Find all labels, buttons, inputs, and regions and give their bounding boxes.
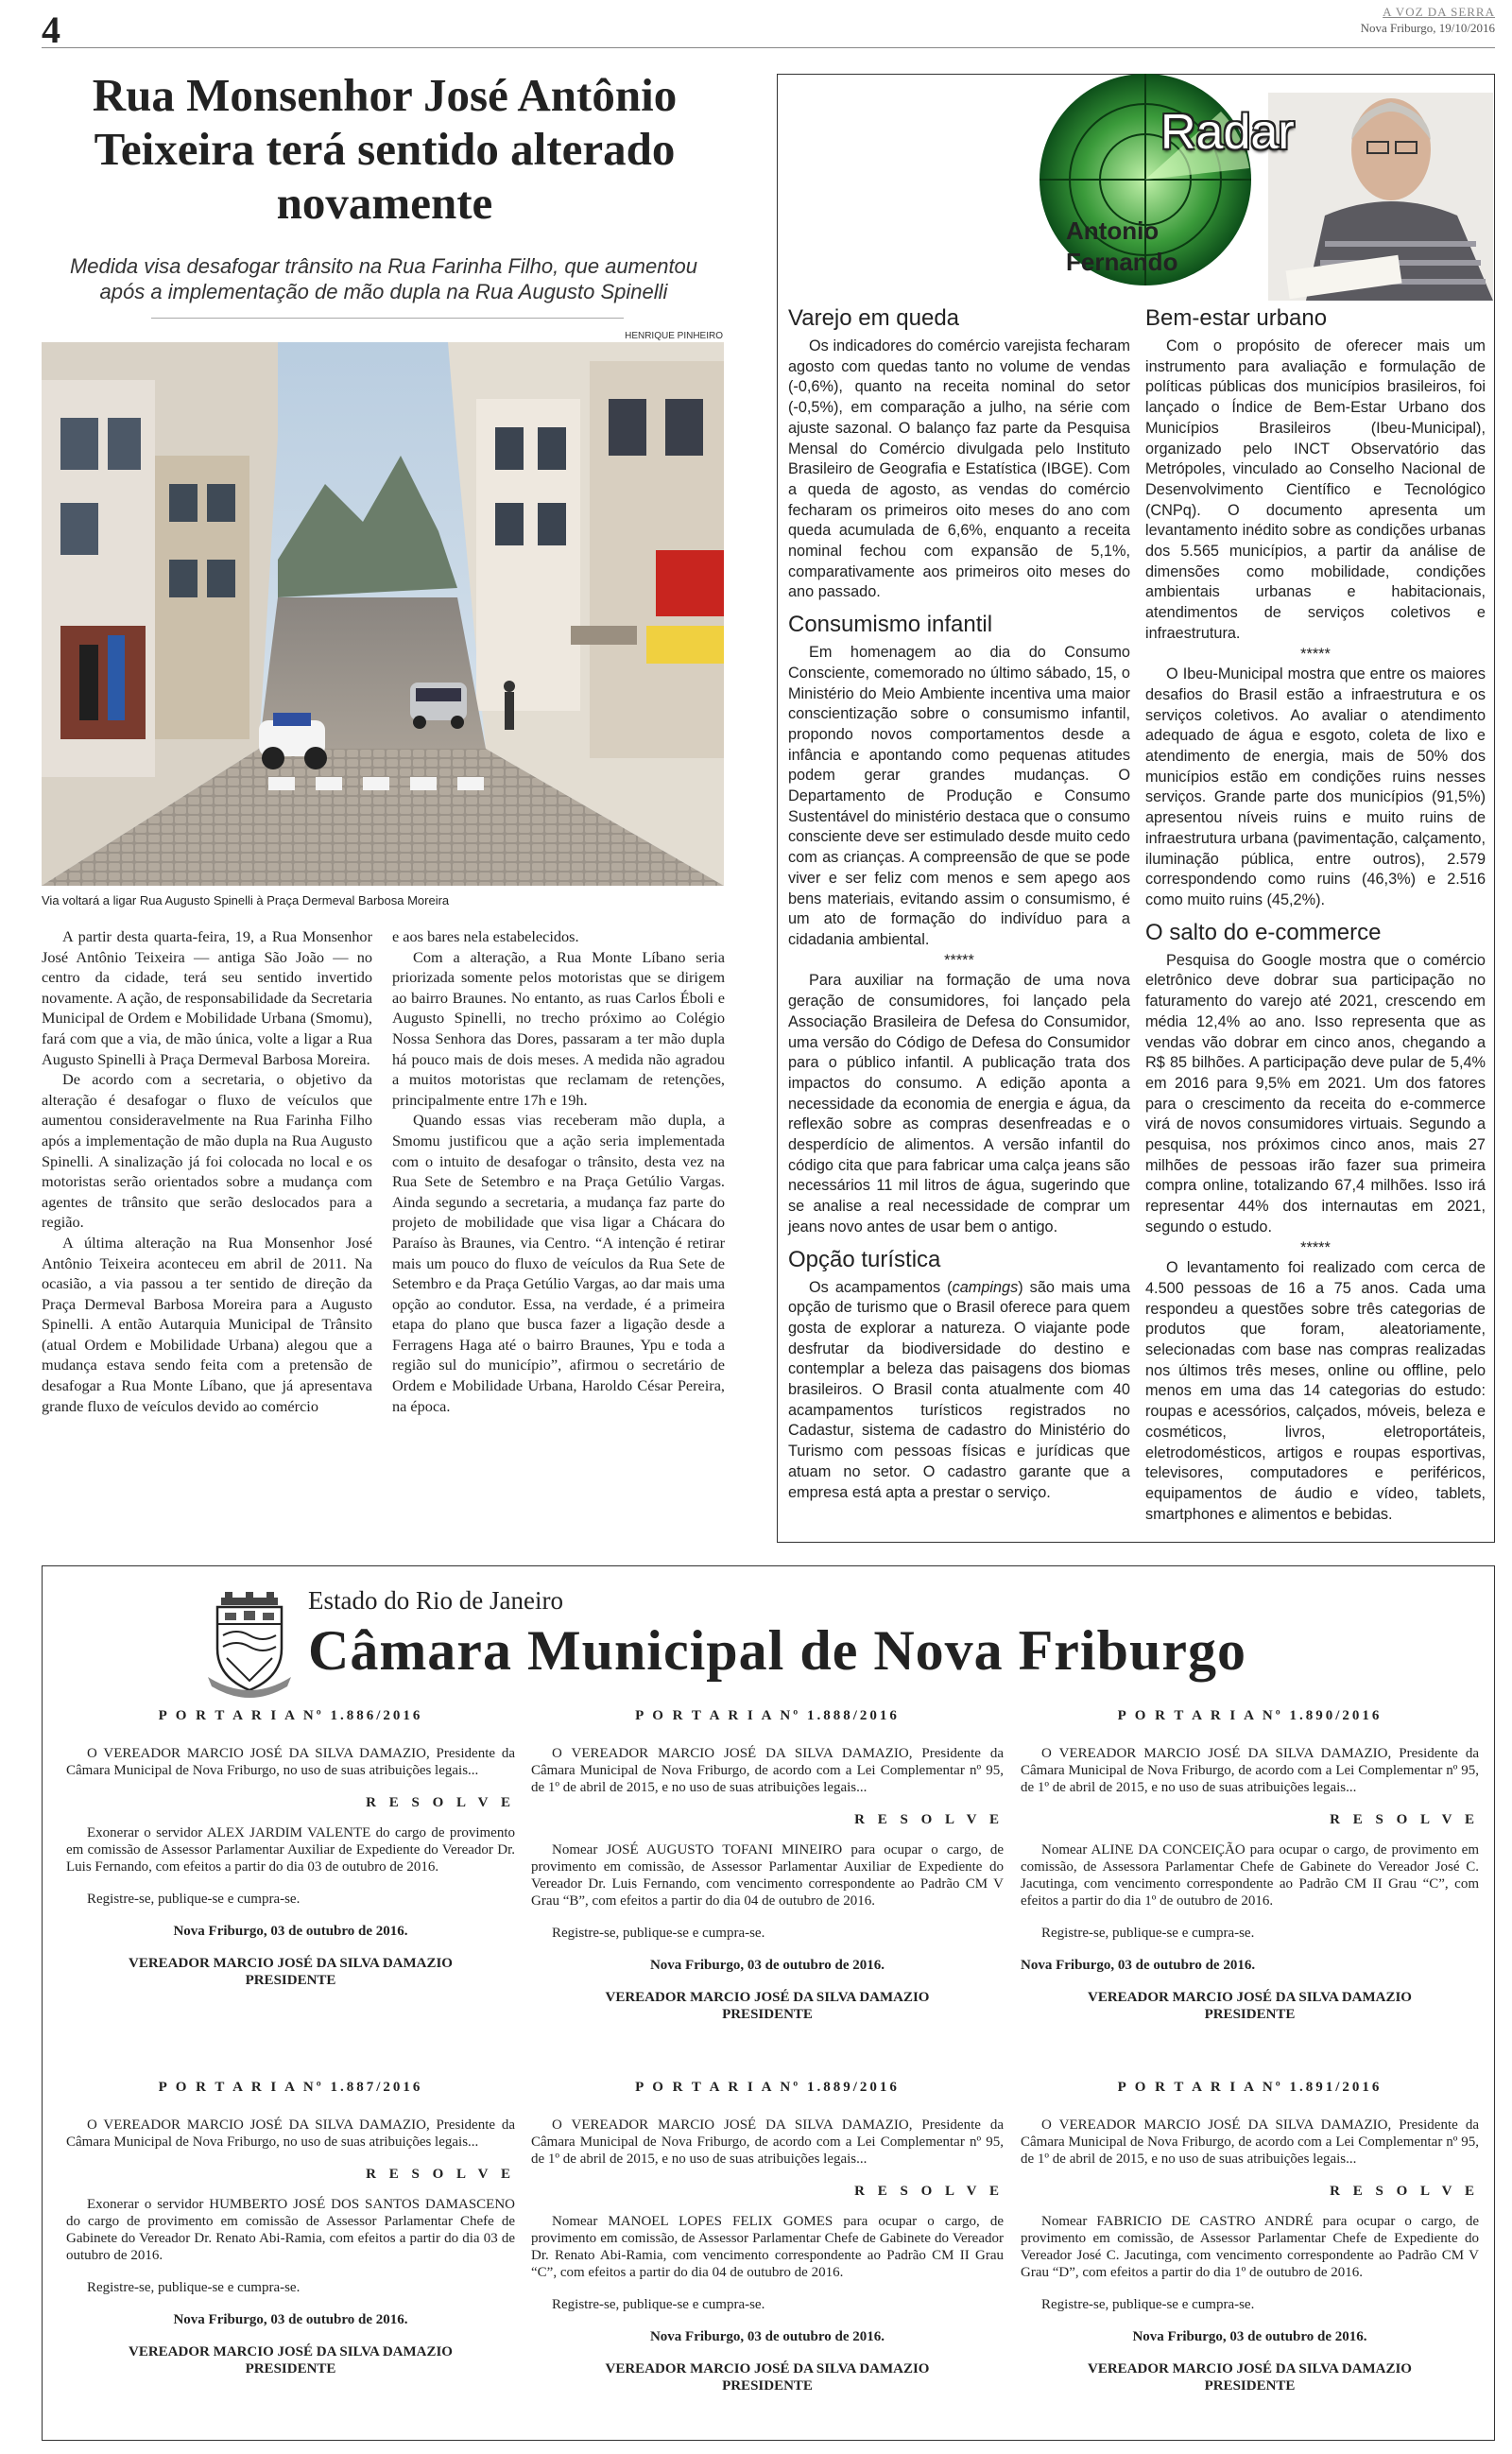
portaria-signature: VEREADOR MARCIO JOSÉ DA SILVA DAMAZIO PRESIDENTE: [605, 2361, 930, 2394]
author-first-name: Antonio: [1066, 216, 1160, 245]
portaria-signature: VEREADOR MARCIO JOSÉ DA SILVA DAMAZIO PRESIDENTE: [129, 1956, 453, 1988]
article-column-1: [42, 926, 372, 1416]
portaria-notice: [531, 2079, 1004, 2394]
portaria-body: Nomear ALINE DA CONCEIÇÃO para ocupar o cargo, de provimento em comissão, de Assessora Parlamentar Chefe de Gabinete do Vereador José C. Jacutinga, com vencimento correspondente ao Padrão CM II Grau “C”, com efeitos a partir do dia 1º de outubro de 2016.: [1021, 1842, 1479, 1909]
portaria-register: Registre-se, publique-se e cumpra-se.: [87, 2280, 301, 2295]
camara-title: Câmara Municipal de Nova Friburgo: [308, 1619, 1246, 1682]
portaria-register: Registre-se, publique-se e cumpra-se.: [87, 1892, 301, 1907]
portaria-notice: [1021, 2079, 1479, 2394]
portaria-title: P O R T A R I A Nº 1.887/2016: [158, 2080, 423, 2095]
article-column-2: [392, 926, 725, 1416]
portaria-resolve: R E S O L V E: [366, 1795, 515, 1810]
portaria-intro: O VEREADOR MARCIO JOSÉ DA SILVA DAMAZIO, Presidente da Câmara Municipal de Nova Friburgo, de acordo com a Lei Complementar nº 95, de 1º de abril de 2015, e no uso de suas atribuições legais...: [1021, 2117, 1479, 2167]
portaria-resolve: R E S O L V E: [1330, 2184, 1479, 2199]
radar-paragraph: Pesquisa do Google mostra que o comércio eletrônico deve dobrar sua participação no faturamento do varejo até 2021, crescendo em média 12,4% ao ano. Isso representa que as vendas vão dobrar em cinco anos, chegando a R$ 85 bilhões. A participação deve pular de 5,4% em 2016 para 9,5% em 2021. Um dos fatores para o crescimento da receita do e-commerce virá de novos consumidores virtuais. Segundo a pesquisa, nos próximos cinco anos, mais 27 milhões de pessoas irão fazer sua primeira compra online, totalizando 67,4 milhões. Isso irá representar 44% dos internautas em 2021, segundo o estudo.: [1145, 951, 1486, 1236]
radar-paragraph: Os indicadores do comércio varejista fecharam agosto com quedas tanto no volume de vendas (-0,6%), quanto na receita nominal do setor (-0,5%), em comparação a julho, na série com ajuste sazonal. O balanço faz parte da Pesquisa Mensal do Comércio divulgada pelo Instituto Brasileiro de Geografia e Estatística (IBGE). Com a queda de agosto, as vendas do comércio fecharam os primeiros oito meses do ano com queda acumulada de 6,6%, enquanto a receita nominal fechou com expansão de 5,1%, comparativamente aos primeiros oito meses do ano passado.: [788, 337, 1130, 601]
separator-stars: *****: [1300, 645, 1331, 663]
section-heading: Opção turística: [788, 1246, 941, 1272]
article-paragraph: A partir desta quarta-feira, 19, a Rua Monsenhor José Antônio Teixeira — antiga São João — no centro da cidade, terá seu sentido invertido novamente. A ação, de responsabilidade da Secretaria Municipal de Ordem e Mobilidade Urbana (Smomu), fará com que a via, de mão única, volte a ligar a Rua Augusto Spinelli à Praça Dermeval Barbosa Moreira.: [42, 927, 372, 1068]
portaria-date: Nova Friburgo, 03 de outubro de 2016.: [649, 2329, 885, 2344]
article-title: Rua Monsenhor José Antônio Teixeira terá sentido alterado novamente: [92, 69, 678, 229]
portaria-resolve: R E S O L V E: [854, 1812, 1004, 1827]
radar-paragraph: Os acampamentos (campings) são mais uma opção de turismo que o Brasil oferece para quem gosta de explorar a natureza. O viajante pode desfrutar da biodiversidade do destino e contemplar a beleza das paisagens dos biomas brasileiros. O Brasil conta atualmente com 40 acampamentos turísticos registrados no Cadastur, sistema de cadastro do Ministério do Turismo com pessoas físicas e jurídicas que atuam no setor. O cadastro garante que a empresa está apta a prestar o serviço.: [788, 1278, 1130, 1501]
portaria-intro: O VEREADOR MARCIO JOSÉ DA SILVA DAMAZIO, Presidente da Câmara Municipal de Nova Friburgo, no uso de suas atribuições legais...: [66, 2117, 515, 2150]
radar-paragraph: O Ibeu-Municipal mostra que entre os maiores desafios do Brasil estão a infraestrutura e os serviços coletivos. Ao avaliar o atendimento adequado de água e esgoto, coleta de lixo e atendimento de energia, mais de 50% dos municípios estão em condições ruins nesses serviços. Grande parte dos municípios (91,5%) apresentou níveis ruins e muito ruins de infraestrutura urbana (pavimentação, calçamento, iluminação pública, entre outros), 2.579 correspondendo como ruins (46,3%) e 2.516 como muito ruins (45,2%).: [1145, 665, 1486, 908]
portaria-signature: VEREADOR MARCIO JOSÉ DA SILVA DAMAZIO PRESIDENTE: [1088, 1990, 1412, 2022]
portaria-notice: [531, 1707, 1004, 2023]
separator-stars: *****: [1300, 1238, 1331, 1256]
portaria-notice: [66, 1707, 515, 1989]
portaria-intro: O VEREADOR MARCIO JOSÉ DA SILVA DAMAZIO, Presidente da Câmara Municipal de Nova Friburgo, de acordo com a Lei Complementar nº 95, de 1º de abril de 2015, e no uso de suas atribuições legais...: [531, 1746, 1004, 1795]
author-last-name: Fernando: [1066, 248, 1178, 276]
portaria-intro: O VEREADOR MARCIO JOSÉ DA SILVA DAMAZIO, Presidente da Câmara Municipal de Nova Friburgo, de acordo com a Lei Complementar nº 95, de 1º de abril de 2015, e no uso de suas atribuições legais...: [1021, 1746, 1479, 1795]
portaria-intro: O VEREADOR MARCIO JOSÉ DA SILVA DAMAZIO, Presidente da Câmara Municipal de Nova Friburgo, de acordo com a Lei Complementar nº 95, de 1º de abril de 2015, e no uso de suas atribuições legais...: [531, 2117, 1004, 2167]
article-paragraph: De acordo com a secretaria, o objetivo da alteração é desafogar o fluxo de veículos que aumentou consideravelmente na Rua Farinha Filho após a implementação de mão dupla na Rua Augusto Spinelli. A sinalização já foi colocada no local e os motoristas serão orientados sobre a mudança com agentes de trânsito que serão deslocados para a região.: [42, 1070, 372, 1232]
article-paragraph: A última alteração na Rua Monsenhor José Antônio Teixeira aconteceu em abril de 2011. Na ocasião, a via passou a ter sentido de direção da Praça Dermeval Barbosa Moreira para a Augusto Spinelli. A então Autarquia Municipal de Trânsito (atual Ordem e Mobilidade Urbana) alegou que a mudança estava sendo feita com a pretensão de desafogar a Rua Monte Líbano, que já apresentava grande fluxo de veículos devido ao comércio: [42, 1233, 372, 1415]
masthead: [1361, 4, 1495, 36]
portaria-notice: [66, 2079, 515, 2377]
radar-paragraph: O levantamento foi realizado com cerca de 4.500 pessoas de 16 a 75 anos. Cada uma respondeu a questões sobre três categorias de produtos que foram, aleatoriamente, selecionadas com base nas compras realizadas nos últimos três meses, online ou offline, pelo menos em uma das 14 categorias do estudo: roupas e acessórios, calçados, móveis, beleza e cosméticos, livros, eletroportáteis, eletrodomésticos, artigos e roupas esportivas, televisores, computadores e periféricos, equipamentos de áudio e vídeo, tablets, smartphones e alimentos e bebidas.: [1145, 1259, 1486, 1523]
portaria-signature: VEREADOR MARCIO JOSÉ DA SILVA DAMAZIO PRESIDENTE: [1088, 2361, 1412, 2394]
section-heading: Bem-estar urbano: [1145, 305, 1328, 331]
portaria-signature: VEREADOR MARCIO JOSÉ DA SILVA DAMAZIO PRESIDENTE: [605, 1990, 930, 2022]
subtitle-rule: [151, 318, 624, 319]
portaria-title: P O R T A R I A Nº 1.888/2016: [635, 1708, 900, 1723]
section-heading: Consumismo infantil: [788, 612, 993, 638]
portaria-register: Registre-se, publique-se e cumpra-se.: [1041, 1926, 1255, 1941]
portaria-notice: [1021, 1707, 1479, 2023]
portaria-signature: VEREADOR MARCIO JOSÉ DA SILVA DAMAZIO PRESIDENTE: [129, 2344, 453, 2376]
portaria-register: Registre-se, publique-se e cumpra-se.: [1041, 2297, 1255, 2312]
radar-column-2: [1145, 304, 1486, 1525]
radar-column-title: Radar: [1160, 105, 1295, 160]
portaria-body: Exonerar o servidor ALEX JARDIM VALENTE do cargo de provimento em comissão de Assessor Parlamentar Auxiliar de Expediente do Vereador Dr. Luis Fernando, com efeitos a partir do dia 03 de outubro de 2016.: [66, 1825, 515, 1875]
section-heading: O salto do e-commerce: [1145, 919, 1382, 945]
camara-state: Estado do Rio de Janeiro: [308, 1586, 563, 1615]
portaria-date: Nova Friburgo, 03 de outubro de 2016.: [1021, 1958, 1256, 1973]
publication-name: A VOZ DA SERRA: [1383, 5, 1495, 19]
article-paragraph: e aos bares nela estabelecidos.: [392, 927, 579, 945]
section-heading: Varejo em queda: [788, 305, 960, 331]
portaria-title: P O R T A R I A Nº 1.890/2016: [1117, 1708, 1383, 1723]
portaria-intro: O VEREADOR MARCIO JOSÉ DA SILVA DAMAZIO, Presidente da Câmara Municipal de Nova Friburgo, no uso de suas atribuições legais...: [66, 1746, 515, 1778]
coat-of-arms-icon: [208, 1592, 291, 1698]
portaria-register: Registre-se, publique-se e cumpra-se.: [552, 1926, 765, 1941]
portaria-date: Nova Friburgo, 03 de outubro de 2016.: [1132, 2329, 1367, 2344]
portaria-register: Registre-se, publique-se e cumpra-se.: [552, 2297, 765, 2312]
portaria-title: P O R T A R I A Nº 1.889/2016: [635, 2080, 900, 2095]
edition-date: Nova Friburgo, 19/10/2016: [1360, 21, 1495, 35]
portaria-resolve: R E S O L V E: [1330, 1812, 1479, 1827]
photo-credit: HENRIQUE PINHEIRO: [625, 331, 723, 341]
portaria-title: P O R T A R I A Nº 1.891/2016: [1117, 2080, 1383, 2095]
radar-column-1: [788, 304, 1130, 1503]
article-paragraph: Com a alteração, a Rua Monte Líbano seria priorizada somente pelos motoristas que se dirigem ao bairro Braunes. No entanto, as ruas Carlos Éboli e Augusto Spinelli, no trecho próximo ao Colégio Nossa Senhora das Dores, passaram a ter mão dupla há pouco mais de dois meses. A medida não agradou a muitos motoristas que reclamam de retenções, principalmente entre 17h e 19h.: [392, 947, 725, 1109]
portaria-resolve: R E S O L V E: [854, 2184, 1004, 2199]
portaria-title: P O R T A R I A Nº 1.886/2016: [158, 1708, 423, 1723]
header-rule: [42, 47, 1495, 48]
portaria-body: Nomear MANOEL LOPES FELIX GOMES para ocupar o cargo, de provimento em comissão, de Assessor Parlamentar Chefe de Gabinete do Vereador Dr. Renato Abi-Ramia, com vencimento correspondente ao Padrão CM II Grau “C”, com efeitos a partir do dia 04 de outubro de 2016.: [531, 2214, 1004, 2280]
page-number: 4: [42, 9, 60, 51]
photo-caption: Via voltará a ligar Rua Augusto Spinelli à Praça Dermeval Barbosa Moreira: [42, 893, 450, 907]
portaria-date: Nova Friburgo, 03 de outubro de 2016.: [173, 2312, 408, 2327]
article-subtitle: Medida visa desafogar trânsito na Rua Farinha Filho, que aumentou após a implementação de mão dupla na Rua Augusto Spinelli: [69, 254, 698, 303]
street-photo: [42, 342, 724, 886]
portaria-resolve: R E S O L V E: [366, 2167, 515, 2182]
radar-paragraph: Para auxiliar na formação de uma nova geração de consumidores, foi lançado pela Associação Brasileira de Defesa do Consumidor, uma versão do Código de Defesa do Consumidor para o público infantil. A publicação trata dos impactos do consumo. A edição aponta a necessidade da economia de energia e água, da reflexão sobre as compras desenfreadas e o desperdício de alimentos. A versão infantil do código cita que para fabricar uma calça jeans são necessários 11 mil litros de água, sugerindo que se analise a real necessidade de comprar um jeans novo antes de usar bem o antigo.: [788, 972, 1130, 1236]
portaria-date: Nova Friburgo, 03 de outubro de 2016.: [173, 1924, 408, 1939]
portaria-body: Exonerar o servidor HUMBERTO JOSÉ DOS SANTOS DAMASCENO do cargo de provimento em comissão de Assessor Parlamentar Chefe de Gabinete do Vereador Dr. Renato Abi-Ramia, com efeitos a partir do dia 03 de outubro de 2016.: [66, 2197, 515, 2263]
radar-paragraph: Em homenagem ao dia do Consumo Consciente, comemorado no último sábado, 15, o Ministério do Meio Ambiente incentiva uma maior conscientização sobre o consumismo infantil, propondo novos comportamentos desde a infância e apontando como pequenas atitudes podem gerar grandes mudanças. O Departamento de Produção e Consumo Sustentável do ministério destaca que o consumo consciente deve ser estimulado desde muito cedo com as crianças. A compreensão de que se pode viver e ser feliz com menos e sem apego aos bens materiais, evitando assim o consumismo, é um ato de formação do indivíduo para a cidadania ambiental.: [788, 644, 1130, 948]
article-paragraph: Quando essas vias receberam mão dupla, a Smomu justificou que a ação seria implementada com o intuito de desafogar o trânsito, desta vez na Rua Sete de Setembro e na Praça Getúlio Vargas. Ainda segundo a secretaria, a mudança faz parte do projeto de mobilidade que visa ligar a Chácara do Paraíso às Braunes, via Centro. “A intenção é retirar mais um pouco do fluxo de veículos da Rua Sete de Setembro e da Praça Getúlio Vargas, ao dar mais uma opção ao condutor. Essa, na verdade, é a primeira etapa do plano que busca fazer a ligação desde a Ferragens Haga até o bairro Braunes, Ypu e toda a região sul do município”, afirmou o secretário de Ordem e Mobilidade Urbana, Haroldo César Pereira, na época.: [392, 1111, 725, 1415]
radar-author: [1066, 216, 1177, 278]
separator-stars: *****: [944, 951, 974, 969]
portaria-date: Nova Friburgo, 03 de outubro de 2016.: [649, 1958, 885, 1973]
radar-paragraph: Com o propósito de oferecer mais um instrumento para avaliação e formulação de políticas públicas dos municípios brasileiros, foi lançado o Índice de Bem-Estar Urbano dos Municípios Brasileiros (Ibeu-Municipal), organizado pelo INCT Observatório das Metrópoles, vinculado ao Conselho Nacional de Desenvolvimento Científico e Tecnológico (CNPq). O documento apresenta um levantamento inédito sobre as condições urbanas dos 5.565 municípios, a partir da análise de dimensões como mobilidade, condições ambientais urbanas e habitacionais, atendimentos de serviços coletivos e infraestrutura.: [1145, 337, 1486, 642]
portaria-body: Nomear FABRICIO DE CASTRO ANDRÉ para ocupar o cargo, de provimento em comissão, de Assessor Parlamentar Chefe de Expediente do Vereador José C. Jacutinga, com vencimento correspondente ao Padrão CM V Grau “D”, com efeitos a partir do dia 1º de outubro de 2016.: [1021, 2214, 1479, 2280]
portaria-body: Nomear JOSÉ AUGUSTO TOFANI MINEIRO para ocupar o cargo, de provimento em comissão, de Assessor Parlamentar Auxiliar de Expediente do Vereador Dr. Luis Fernando, com vencimento correspondente ao Padrão CM V Grau “B”, com efeitos a partir do dia 04 de outubro de 2016.: [531, 1842, 1004, 1909]
